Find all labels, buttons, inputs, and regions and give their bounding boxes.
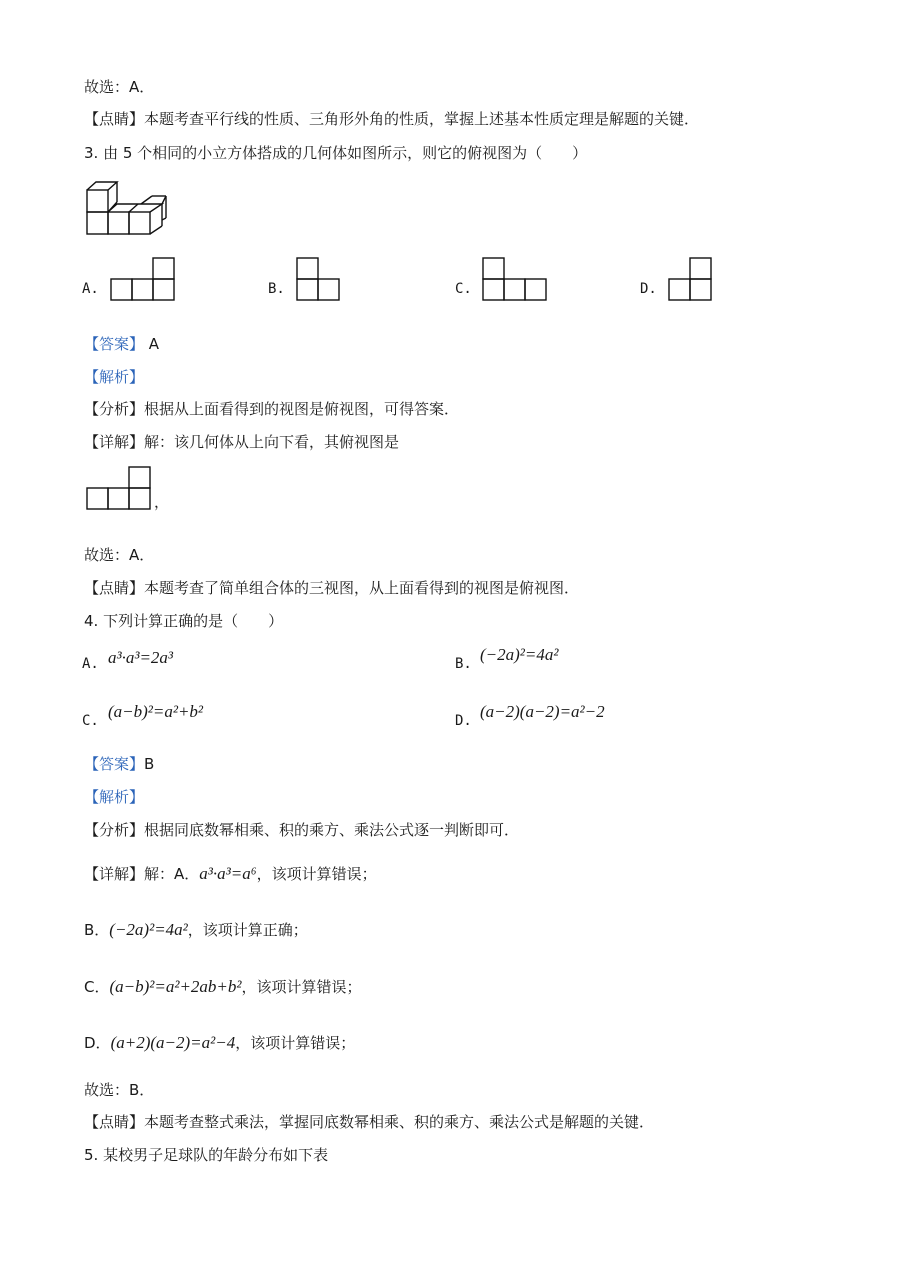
q3-option-c-figure <box>482 257 548 301</box>
q3-option-b-label: B. <box>268 281 285 297</box>
q4-option-b-label: B. <box>455 656 472 672</box>
q3-choice: 故选：A． <box>84 546 155 564</box>
q3-top-view-figure <box>86 466 152 510</box>
q4-analysis-tag: 【解析】 <box>84 788 145 806</box>
q4-option-b-expr: (−2a)²=4a² <box>480 645 559 664</box>
q4-option-c-label: C. <box>82 713 99 729</box>
q3-option-c-label: C. <box>455 281 472 297</box>
q3-answer: 【答案】 A <box>84 335 160 353</box>
q3-solid-figure <box>86 180 176 240</box>
q5-stem: 5. 某校男子足球队的年龄分布如下表 <box>84 1146 329 1164</box>
q4-option-d-expr: (a−2)(a−2)=a²−2 <box>480 702 605 721</box>
q3-option-a-label: A. <box>82 281 99 297</box>
q4-detail-a: 【详解】解：A．a³·a³=a⁶，该项计算错误； <box>84 864 377 883</box>
q3-detail: 【详解】解：该几何体从上向下看，其俯视图是 <box>84 433 400 451</box>
q4-option-a-label: A. <box>82 656 99 672</box>
q3-stem: 3. 由 5 个相同的小立方体搭成的几何体如图所示，则它的俯视图为（ ） <box>84 144 588 162</box>
q4-choice: 故选：B． <box>84 1081 155 1099</box>
comment-tag: 【点睛】 <box>84 110 145 128</box>
q3-comment: 【点睛】本题考查了简单组合体的三视图，从上面看得到的视图是俯视图． <box>84 579 580 597</box>
q3-fenxi: 【分析】根据从上面看得到的视图是俯视图，可得答案． <box>84 400 460 418</box>
q4-option-a-expr: a³·a³=2a³ <box>108 648 174 667</box>
q3-option-a-figure <box>110 257 176 301</box>
q3-analysis-tag: 【解析】 <box>84 368 145 386</box>
q4-detail-b: B．(−2a)²=4a²，该项计算正确； <box>84 920 308 939</box>
q4-option-c-expr: (a−b)²=a²+b² <box>108 702 204 721</box>
answer-tag: 【答案】 <box>84 335 145 353</box>
q2-choice: 故选：A． <box>84 78 155 96</box>
q4-comment: 【点睛】本题考查整式乘法，掌握同底数幂相乘、积的乘方、乘法公式是解题的关键． <box>84 1113 655 1131</box>
q4-detail-d: D．(a+2)(a−2)=a²−4，该项计算错误； <box>84 1033 356 1052</box>
q4-option-d-label: D. <box>455 713 472 729</box>
q3-option-d-figure <box>668 257 714 301</box>
q3-option-b-figure <box>296 257 340 301</box>
q4-fenxi: 【分析】根据同底数幂相乘、积的乘方、乘法公式逐一判断即可． <box>84 821 520 839</box>
q4-stem: 4. 下列计算正确的是（ ） <box>84 612 284 630</box>
q2-comment: 【点睛】本题考查平行线的性质、三角形外角的性质，掌握上述基本性质定理是解题的关键． <box>84 110 700 128</box>
q4-detail-c: C．(a−b)²=a²+2ab+b²，该项计算错误； <box>84 977 362 996</box>
q3-option-d-label: D. <box>640 281 657 297</box>
q3-comma: ， <box>154 493 170 511</box>
q4-answer: 【答案】B <box>84 755 155 773</box>
